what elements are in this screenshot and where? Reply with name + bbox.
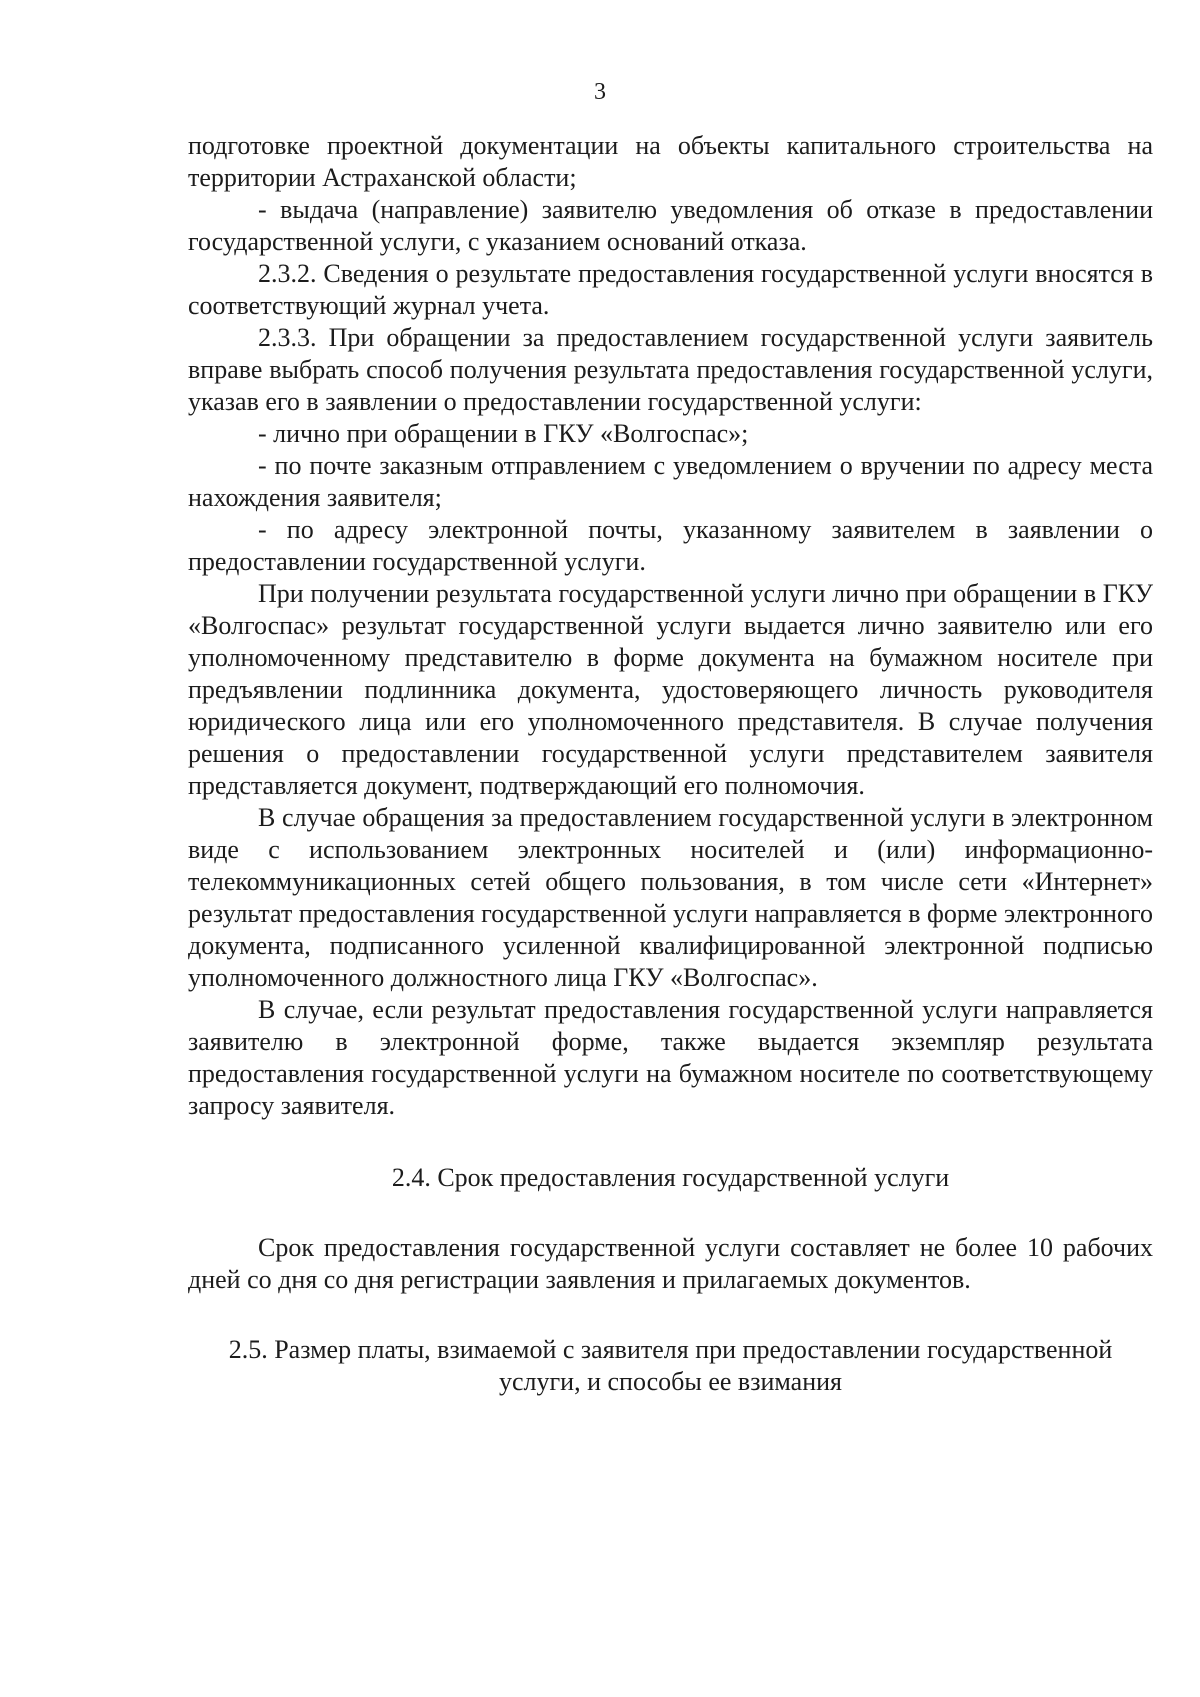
paragraph: 2.3.2. Сведения о результате предоставления государственной услуги вносятся в соответствующий журнал учета.: [188, 259, 1153, 320]
paragraph: В случае обращения за предоставлением государственной услуги в электронном виде с использованием электронных носителей и (или) информационно-телекоммуникационных сетей общего пользования, в том числе сети «Интернет» результат предоставления государственной услуги направляется в форме электронного документа, подписанного усиленной квалифицированной электронной подписью уполномоченного должностного лица ГКУ «Волгоспас».: [188, 803, 1153, 992]
section-heading: 2.5. Размер платы, взимаемой с заявителя при предоставлении государственной услуги, и способы ее взимания: [228, 1335, 1113, 1396]
paragraph: подготовке проектной документации на объекты капитального строительства на территории Астраханской области;: [188, 131, 1153, 192]
paragraph: 2.3.3. При обращении за предоставлением государственной услуги заявитель вправе выбрать способ получения результата предоставления государственной услуги, указав его в заявлении о предоставлении государственной услуги:: [188, 323, 1153, 416]
paragraph: При получении результата государственной услуги лично при обращении в ГКУ «Волгоспас» результат государственной услуги выдается лично заявителю или его уполномоченному представителю в форме документа на бумажном носителе при предъявлении подлинника документа, удостоверяющего личность руководителя юридического лица или его уполномоченного представителя. В случае получения решения о предоставлении государственной услуги представителем заявителя представляется документ, подтверждающий его полномочия.: [188, 579, 1153, 800]
list-item: - лично при обращении в ГКУ «Волгоспас»;: [258, 419, 749, 448]
list-item: - выдача (направление) заявителю уведомления об отказе в предоставлении государственной услуги, с указанием оснований отказа.: [188, 195, 1153, 256]
list-item: - по почте заказным отправлением с уведомлением о вручении по адресу места нахождения заявителя;: [188, 451, 1153, 512]
list-item: - по адресу электронной почты, указанному заявителем в заявлении о предоставлении государственной услуги.: [188, 515, 1153, 576]
paragraph: В случае, если результат предоставления государственной услуги направляется заявителю в электронной форме, также выдается экземпляр результата предоставления государственной услуги на бумажном носителе по соответствующему запросу заявителя.: [188, 995, 1153, 1120]
paragraph: Срок предоставления государственной услуги составляет не более 10 рабочих дней со дня со дня регистрации заявления и прилагаемых документов.: [188, 1233, 1153, 1294]
document-body: [188, 130, 1153, 1398]
section-heading: 2.4. Срок предоставления государственной услуги: [391, 1163, 950, 1192]
page-number: 3: [594, 79, 606, 105]
